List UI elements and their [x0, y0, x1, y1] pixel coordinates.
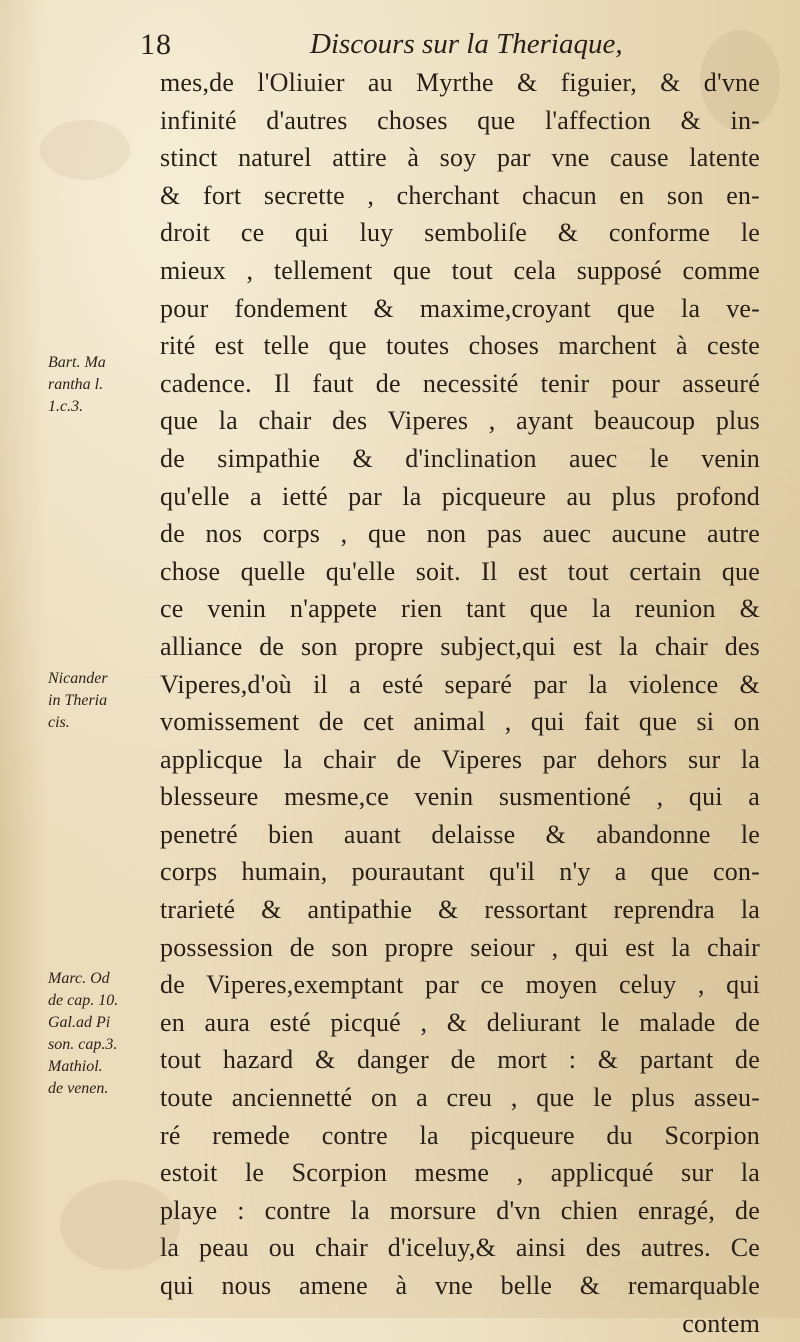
body-text: [160, 64, 760, 1342]
text-line: mes,de l'Oliuier au Myrthe & figuier, & d'vne: [160, 68, 760, 97]
text-line: estoit le Scorpion mesme , applicqué sur la: [160, 1158, 760, 1188]
text-line: vomissement de cet animal , qui fait que si on: [160, 707, 760, 737]
text-line: chose quelle qu'elle soit. Il est tout certain que: [160, 556, 760, 586]
margin-note-line: cis.: [48, 714, 70, 731]
text-line: contem: [682, 1308, 760, 1338]
text-line: possession de son propre seiour , qui est la chair: [160, 932, 760, 962]
text-line: qu'elle a ietté par la picqueure au plus profond: [160, 481, 760, 511]
text-line: de Viperes,exemptant par ce moyen celuy , qui: [160, 970, 760, 1000]
text-line: infinité d'autres choses que l'affection & in-: [160, 105, 760, 135]
text-line: playe : contre la morsure d'vn chien enragé, de: [160, 1195, 760, 1225]
margin-note-line: 1.c.3.: [48, 398, 84, 415]
text-line: de nos corps , que non pas auec aucune autre: [160, 519, 760, 549]
running-title: Discours sur la Theriaque,: [310, 28, 623, 60]
paper-stain: [40, 120, 130, 180]
text-line: trarieté & antipathie & ressortant reprendra la: [160, 895, 760, 925]
margin-note-line: de venen.: [48, 1080, 109, 1097]
margin-note-line: Nicander: [48, 670, 108, 687]
margin-note: [48, 968, 156, 1100]
text-line: droit ce qui luy semboliſe & conforme le: [160, 218, 760, 248]
text-line: blesseure mesme,ce venin susmentioné , qui a: [160, 782, 760, 812]
text-line: Viperes,d'où il a esté separé par la violence &: [160, 669, 760, 699]
text-line: penetré bien auant delaisse & abandonne le: [160, 819, 760, 849]
text-line: & fort secrette , cherchant chacun en son en-: [160, 180, 760, 210]
text-line: ré remede contre la picqueure du Scorpion: [160, 1120, 760, 1150]
text-line: rité est telle que toutes choses marchent à ceste: [160, 331, 760, 361]
text-line: cadence. Il faut de necessité tenir pour asseuré: [160, 368, 760, 398]
page-number: 18: [140, 28, 172, 61]
text-line: la peau ou chair d'iceluy,& ainsi des autres. Ce: [160, 1233, 760, 1263]
text-line: pour fondement & maxime,croyant que la ve-: [160, 293, 760, 323]
text-line: qui nous amene à vne belle & remarquable: [160, 1271, 760, 1300]
margin-note: [48, 352, 156, 418]
margin-note-line: in Theria: [48, 692, 108, 709]
margin-note-line: Bart. Ma: [48, 354, 106, 371]
margin-note-line: de cap. 10.: [48, 992, 119, 1009]
text-line: tout hazard & danger de mort : & partant de: [160, 1045, 760, 1075]
text-line: ce venin n'appete rien tant que la reunion &: [160, 594, 760, 624]
margin-note: [48, 668, 156, 734]
margin-note-line: Mathiol.: [48, 1058, 103, 1075]
text-line: alliance de son propre subject,qui est la chair des: [160, 631, 760, 661]
margin-note-line: Gal.ad Pi: [48, 1014, 111, 1031]
text-line: applicque la chair de Viperes par dehors sur la: [160, 744, 760, 774]
text-line: de simpathie & d'inclination auec le venin: [160, 443, 760, 473]
text-line: en aura esté picqué , & deliurant le malade de: [160, 1007, 760, 1037]
text-line: mieux , tellement que tout cela supposé comme: [160, 255, 760, 285]
margin-note-line: Marc. Od: [48, 970, 110, 987]
margin-note-line: rantha l.: [48, 376, 104, 393]
text-line: toute anciennetté on a creu , que le plus asseu-: [160, 1083, 760, 1113]
text-line: que la chair des Viperes , ayant beaucoup plus: [160, 406, 760, 436]
margin-note-line: son. cap.3.: [48, 1036, 118, 1053]
text-line: corps humain, pourautant qu'il n'y a que con-: [160, 857, 760, 887]
text-line: stinct naturel attire à soy par vne cause latente: [160, 143, 760, 173]
